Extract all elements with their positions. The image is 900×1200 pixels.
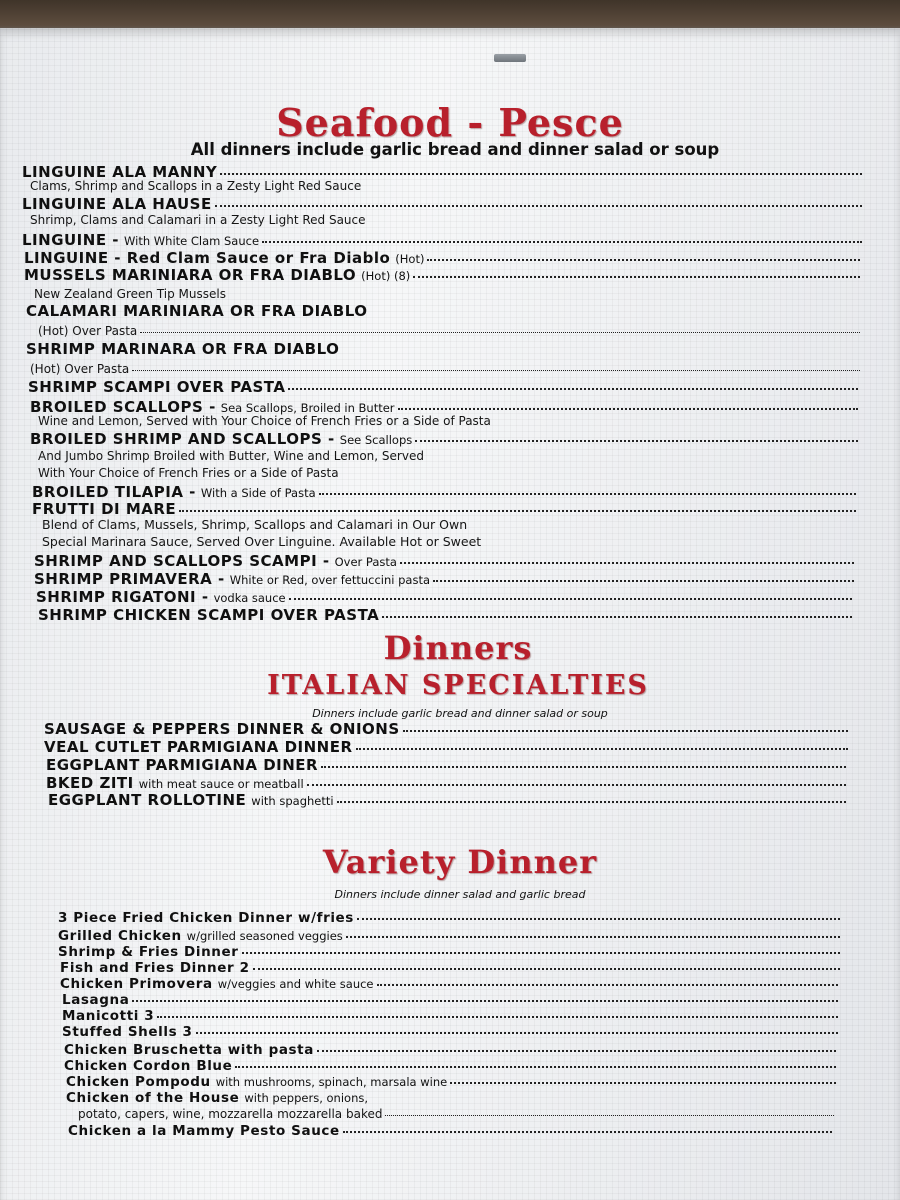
menu-item: Grilled Chicken w/grilled seasoned veggies xyxy=(58,928,840,944)
variety-title: Variety Dinner xyxy=(322,843,598,881)
binder-clip xyxy=(494,54,526,62)
menu-item: Chicken Cordon Blue xyxy=(64,1058,836,1074)
dinners-subtitle: ITALIAN SPECIALTIES xyxy=(267,670,649,701)
item-description: (Hot) Over Pasta xyxy=(38,324,860,338)
seafood-note: All dinners include garlic bread and dinner salad or soup xyxy=(190,140,720,159)
menu-item: SHRIMP PRIMAVERA - White or Red, over fettuccini pasta xyxy=(34,570,854,588)
menu-item: SAUSAGE & PEPPERS DINNER & ONIONS xyxy=(44,720,848,738)
menu-item: SHRIMP RIGATONI - vodka sauce xyxy=(36,588,852,606)
item-description: potato, capers, wine, mozzarella mozzarella baked xyxy=(78,1107,834,1121)
seafood-title: Seafood - Pesce xyxy=(276,100,624,145)
item-description: With Your Choice of French Fries or a Side of Pasta xyxy=(38,466,339,480)
menu-item: SHRIMP CHICKEN SCAMPI OVER PASTA xyxy=(38,606,852,624)
menu-item: BROILED TILAPIA - With a Side of Pasta xyxy=(32,483,856,501)
menu-item: LINGUINE ALA MANNY xyxy=(22,163,862,181)
menu-item: SHRIMP MARINARA OR FRA DIABLO xyxy=(26,340,340,358)
menu-item: Chicken of the House with peppers, onions, xyxy=(66,1090,368,1106)
menu-item: BROILED SHRIMP AND SCALLOPS - See Scallops xyxy=(30,430,858,448)
item-description: (Hot) Over Pasta xyxy=(30,362,860,376)
menu-item: Stuffed Shells 3 xyxy=(62,1024,838,1040)
menu-item: Chicken a la Mammy Pesto Sauce xyxy=(68,1123,832,1139)
menu-item: BROILED SCALLOPS - Sea Scallops, Broiled in Butter xyxy=(30,398,858,416)
menu-item: SHRIMP AND SCALLOPS SCAMPI - Over Pasta xyxy=(34,552,854,570)
menu-item: Chicken Pompodu with mushrooms, spinach, marsala wine xyxy=(66,1074,836,1090)
menu-item: LINGUINE - With White Clam Sauce xyxy=(22,231,862,249)
item-description: Clams, Shrimp and Scallops in a Zesty Light Red Sauce xyxy=(30,179,362,193)
menu-item: SHRIMP SCAMPI OVER PASTA xyxy=(28,378,858,396)
menu-item: Chicken Bruschetta with pasta xyxy=(64,1042,836,1058)
menu-item: Lasagna xyxy=(62,992,838,1008)
menu-item: CALAMARI MARINIARA OR FRA DIABLO xyxy=(26,302,368,320)
menu-item: FRUTTI DI MARE xyxy=(32,500,856,518)
menu-item: Shrimp & Fries Dinner xyxy=(58,944,840,960)
item-description: New Zealand Green Tip Mussels xyxy=(34,287,226,301)
item-description: Special Marinara Sauce, Served Over Linguine. Available Hot or Sweet xyxy=(42,534,482,549)
item-description: Blend of Clams, Mussels, Shrimp, Scallops and Calamari in Our Own xyxy=(42,517,468,532)
menu-item: Manicotti 3 xyxy=(62,1008,838,1024)
variety-note: Dinners include dinner salad and garlic bread xyxy=(334,888,586,901)
item-description: And Jumbo Shrimp Broiled with Butter, Wine and Lemon, Served xyxy=(38,449,424,463)
item-description: Wine and Lemon, Served with Your Choice of French Fries or a Side of Pasta xyxy=(38,414,491,428)
menu-item: EGGPLANT ROLLOTINE with spaghetti xyxy=(48,791,846,809)
menu-item: 3 Piece Fried Chicken Dinner w/fries xyxy=(58,910,840,926)
dinners-title: Dinners xyxy=(383,629,533,667)
menu-item: Chicken Primovera w/veggies and white sauce xyxy=(60,976,838,992)
menu-item: MUSSELS MARINIARA OR FRA DIABLO (Hot) (8) xyxy=(24,266,860,284)
menu-item: EGGPLANT PARMIGIANA DINER xyxy=(46,756,846,774)
item-description: Shrimp, Clams and Calamari in a Zesty Light Red Sauce xyxy=(30,213,366,227)
dinners-note: Dinners include garlic bread and dinner salad or soup xyxy=(312,707,608,720)
menu-item: Fish and Fries Dinner 2 xyxy=(60,960,840,976)
menu-item: VEAL CUTLET PARMIGIANA DINNER xyxy=(44,738,848,756)
menu-item: LINGUINE ALA HAUSE xyxy=(22,195,862,213)
menu-item: LINGUINE - Red Clam Sauce or Fra Diablo (Hot) xyxy=(24,249,860,267)
menu-item: BKED ZITI with meat sauce or meatball xyxy=(46,774,846,792)
